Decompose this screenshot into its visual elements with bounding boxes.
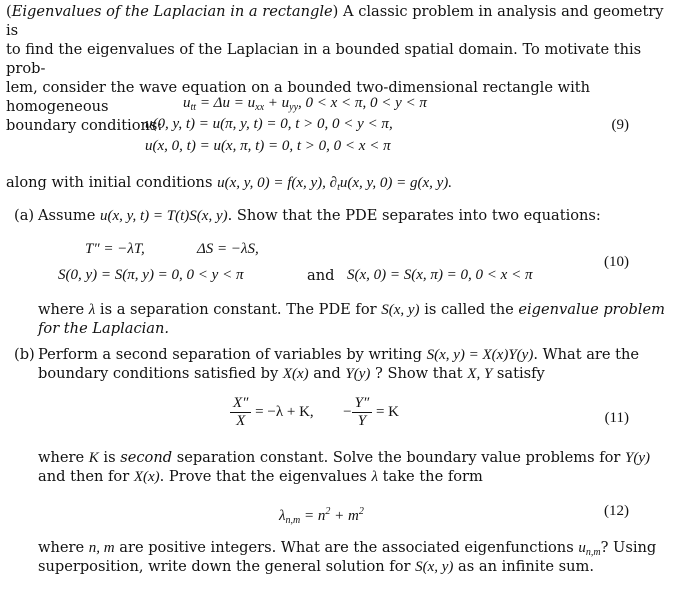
problem-title: Eigenvalues of the Laplacian in a rectangle [11,3,333,20]
intro-line-2: to find the eigenvalues of the Laplacian in a bounded spatial domain. To motivate this prob- [6,41,642,77]
part-b-where-line-2: and then for X(x). Prove that the eigenvalues λ take the form [38,468,483,485]
eq12: $\lambda_{n,m} = n^2 + m^2$ [279,506,364,526]
part-b-line-2: boundary conditions satisfied by X(x) and Y(y) ? Show that X, Y satisfy [38,365,545,382]
part-a-label: (a) [14,207,35,224]
eq10-line-2b: S(x, 0) = S(x, π) = 0, 0 < x < π [347,267,533,283]
part-b-final-line-1: where n, m are positive integers. What are the associated eigenfunctions $u_{n,m}$? Using [38,539,657,558]
intro-line-1: (Eigenvalues of the Laplacian in a rectangle) A classic problem in analysis and geometry is [6,3,664,39]
part-b-label: (b) [14,346,35,363]
eq9-line-1: $u_{tt} = \Delta u = u_{xx} + u_{yy}$, 0 < x < π, 0 < y < π [183,95,427,113]
eq10-number: (10) [604,254,629,270]
eq9-number: (9) [611,117,629,133]
eq9-line-3: u(x, 0, t) = u(x, π, t) = 0, t > 0, 0 < x < π [145,138,391,154]
eq10-line-1a: T″ = −λT, [85,241,145,257]
eq11-fraction-x: $\frac{X''}{X}$ [230,395,251,430]
eq10-line-2a: S(0, y) = S(π, y) = 0, 0 < y < π [58,267,244,283]
eq11-fraction-y: $\frac{Y''}{Y}$ [352,395,373,430]
eq11-number: (11) [604,410,629,426]
part-a-statement: Assume u(x, y, t) = T(t)S(x, y). Show that the PDE separates into two equations: [38,207,601,224]
eq11: $\frac{X''}{X}$ = −λ + K, − $\frac{Y''}{Y}$ = K [230,395,399,430]
part-a-where-line-1: where λ is a separation constant. The PDE for S(x, y) is called the eigenvalue problem [38,301,665,318]
part-a-where-line-2: for the Laplacian. [38,320,170,337]
intro-line-3: lem, consider the wave equation on a bounded two-dimensional rectangle with homogeneous [6,79,591,115]
intro-line-4: boundary conditions: [6,117,163,134]
part-b-final-line-2: superposition, write down the general solution for S(x, y) as an infinite sum. [38,558,594,575]
eq10-line-1b: ΔS = −λS, [197,241,259,257]
eq10-and: and [307,267,335,284]
eq9-line-2: u(0, y, t) = u(π, y, t) = 0, t > 0, 0 < y < π, [145,116,393,132]
initial-conditions: along with initial conditions u(x, y, 0) = f(x, y), $\partial_tu(x$, y, 0) = g(x, y). [6,174,453,193]
part-b-line-1: Perform a second separation of variables by writing S(x, y) = X(x)Y(y). What are the [38,346,640,363]
part-b-where-line-1: where K is second separation constant. Solve the boundary value problems for Y(y) [38,449,651,466]
eq12-number: (12) [604,503,629,519]
